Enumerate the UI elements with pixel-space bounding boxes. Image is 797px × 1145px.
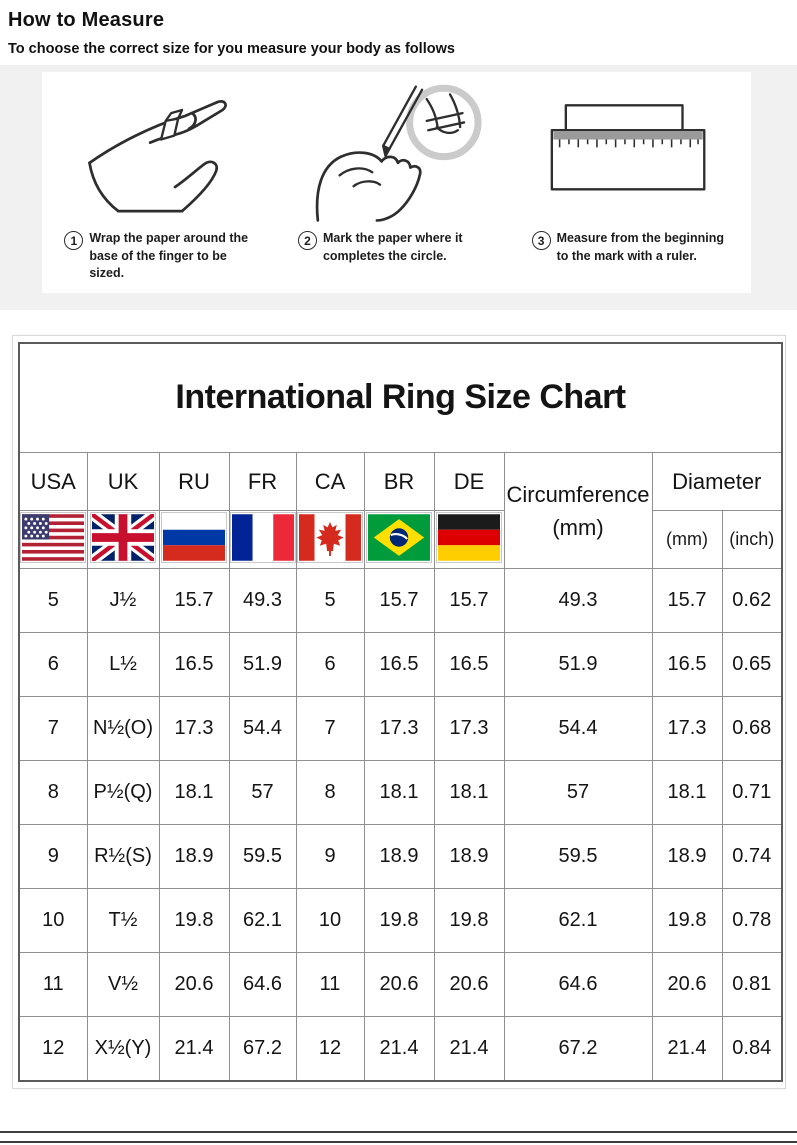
- cell-uk: P½(Q): [87, 761, 159, 825]
- russia-flag-icon: [161, 512, 227, 563]
- col-header-usa: USA: [19, 453, 87, 511]
- cell-ca: 12: [296, 1017, 364, 1081]
- cell-uk: T½: [87, 889, 159, 953]
- cell-diameter-mm: 16.5: [652, 633, 722, 697]
- page-title: How to Measure: [8, 9, 165, 31]
- table-title: International Ring Size Chart: [19, 343, 782, 453]
- cell-usa: 5: [19, 569, 87, 633]
- cell-fr: 51.9: [229, 633, 296, 697]
- cell-ru: 17.3: [159, 697, 229, 761]
- table-row-size-12: [19, 1017, 782, 1081]
- cell-uk: N½(O): [87, 697, 159, 761]
- page-header: [0, 0, 797, 65]
- cell-br: 16.5: [364, 633, 434, 697]
- step-wrap-paper: [46, 80, 280, 283]
- france-flag-icon: [230, 512, 296, 563]
- cell-ru: 21.4: [159, 1017, 229, 1081]
- divider-line: [0, 1141, 797, 1143]
- cell-de: 17.3: [434, 697, 504, 761]
- cell-usa: 8: [19, 761, 87, 825]
- table-row-size-5: [19, 569, 782, 633]
- cell-usa: 10: [19, 889, 87, 953]
- cell-diameter-mm: 18.9: [652, 825, 722, 889]
- cell-uk: L½: [87, 633, 159, 697]
- measure-steps-card: [42, 72, 751, 293]
- table-row-size-6: [19, 633, 782, 697]
- step-mark-paper: [280, 80, 514, 283]
- cell-fr: 49.3: [229, 569, 296, 633]
- flag-cell-usa: [19, 511, 87, 569]
- cell-fr: 57: [229, 761, 296, 825]
- cell-br: 20.6: [364, 953, 434, 1017]
- cell-ca: 9: [296, 825, 364, 889]
- cell-uk: X½(Y): [87, 1017, 159, 1081]
- cell-ru: 18.1: [159, 761, 229, 825]
- step-caption-text: Measure from the beginning to the mark with a ruler.: [556, 231, 724, 263]
- flag-cell-fr: [229, 511, 296, 569]
- cell-de: 18.9: [434, 825, 504, 889]
- ring-size-table: [18, 342, 783, 1082]
- cell-circumference: 64.6: [504, 953, 652, 1017]
- hand-mark-illustration-icon: [287, 80, 505, 222]
- canada-flag-icon: [297, 512, 363, 563]
- flag-cell-ca: [296, 511, 364, 569]
- usa-flag-icon: [20, 512, 86, 563]
- cell-uk: V½: [87, 953, 159, 1017]
- ring-size-chart-card: [12, 335, 786, 1089]
- cell-circumference: 57: [504, 761, 652, 825]
- cell-ru: 18.9: [159, 825, 229, 889]
- step-caption-text: Wrap the paper around the base of the finger to be sized.: [89, 231, 249, 280]
- table-row-size-11: [19, 953, 782, 1017]
- cell-usa: 12: [19, 1017, 87, 1081]
- table-row-size-8: [19, 761, 782, 825]
- cell-circumference: 51.9: [504, 633, 652, 697]
- cell-de: 15.7: [434, 569, 504, 633]
- cell-ca: 6: [296, 633, 364, 697]
- cell-br: 19.8: [364, 889, 434, 953]
- cell-ru: 16.5: [159, 633, 229, 697]
- cell-usa: 6: [19, 633, 87, 697]
- cell-diameter-inch: 0.62: [722, 569, 782, 633]
- step-caption: [60, 230, 265, 283]
- cell-ca: 5: [296, 569, 364, 633]
- cell-diameter-inch: 0.78: [722, 889, 782, 953]
- cell-diameter-mm: 17.3: [652, 697, 722, 761]
- cell-diameter-inch: 0.84: [722, 1017, 782, 1081]
- ruler-illustration-icon: [521, 80, 739, 222]
- cell-uk: R½(S): [87, 825, 159, 889]
- cell-circumference: 59.5: [504, 825, 652, 889]
- flag-cell-uk: [87, 511, 159, 569]
- cell-diameter-mm: 21.4: [652, 1017, 722, 1081]
- cell-ru: 20.6: [159, 953, 229, 1017]
- cell-de: 21.4: [434, 1017, 504, 1081]
- cell-fr: 67.2: [229, 1017, 296, 1081]
- cell-br: 15.7: [364, 569, 434, 633]
- cell-ru: 15.7: [159, 569, 229, 633]
- cell-diameter-inch: 0.68: [722, 697, 782, 761]
- col-header-diameter: Diameter: [652, 453, 782, 511]
- cell-usa: 7: [19, 697, 87, 761]
- col-header-ru: RU: [159, 453, 229, 511]
- cell-de: 20.6: [434, 953, 504, 1017]
- cell-br: 21.4: [364, 1017, 434, 1081]
- circumference-unit: (mm): [552, 514, 604, 540]
- col-header-de: DE: [434, 453, 504, 511]
- uk-flag-icon: [90, 512, 156, 563]
- cell-diameter-inch: 0.71: [722, 761, 782, 825]
- section-divider: [0, 1131, 797, 1143]
- cell-usa: 11: [19, 953, 87, 1017]
- cell-br: 18.1: [364, 761, 434, 825]
- step-caption: [528, 230, 733, 265]
- hand-wrap-illustration-icon: [54, 80, 272, 222]
- flag-cell-de: [434, 511, 504, 569]
- step-measure-ruler: [513, 80, 747, 283]
- col-header-fr: FR: [229, 453, 296, 511]
- cell-fr: 62.1: [229, 889, 296, 953]
- cell-diameter-inch: 0.65: [722, 633, 782, 697]
- step-number-badge: 1: [64, 231, 83, 250]
- table-row-size-10: [19, 889, 782, 953]
- cell-ca: 8: [296, 761, 364, 825]
- cell-diameter-inch: 0.81: [722, 953, 782, 1017]
- cell-ca: 10: [296, 889, 364, 953]
- circumference-label: Circumference: [506, 481, 650, 507]
- step-caption: [294, 230, 499, 265]
- table-row-size-7: [19, 697, 782, 761]
- cell-uk: J½: [87, 569, 159, 633]
- cell-br: 18.9: [364, 825, 434, 889]
- cell-diameter-mm: 19.8: [652, 889, 722, 953]
- col-header-circumference: [504, 453, 652, 569]
- col-header-diameter-mm: (mm): [652, 511, 722, 569]
- cell-fr: 54.4: [229, 697, 296, 761]
- step-number-badge: 2: [298, 231, 317, 250]
- cell-de: 19.8: [434, 889, 504, 953]
- brazil-flag-icon: [366, 512, 432, 563]
- table-row-size-9: [19, 825, 782, 889]
- cell-circumference: 62.1: [504, 889, 652, 953]
- cell-de: 16.5: [434, 633, 504, 697]
- col-header-diameter-inch: (inch): [722, 511, 782, 569]
- cell-circumference: 49.3: [504, 569, 652, 633]
- col-header-ca: CA: [296, 453, 364, 511]
- germany-flag-icon: [436, 512, 502, 563]
- step-number-badge: 3: [532, 231, 551, 250]
- measure-steps-section: [0, 65, 797, 310]
- cell-fr: 64.6: [229, 953, 296, 1017]
- flag-cell-ru: [159, 511, 229, 569]
- col-header-br: BR: [364, 453, 434, 511]
- cell-diameter-mm: 20.6: [652, 953, 722, 1017]
- cell-usa: 9: [19, 825, 87, 889]
- cell-diameter-inch: 0.74: [722, 825, 782, 889]
- page-subtitle: To choose the correct size for you measure your body as follows: [8, 41, 455, 57]
- cell-diameter-mm: 15.7: [652, 569, 722, 633]
- cell-ca: 7: [296, 697, 364, 761]
- cell-circumference: 54.4: [504, 697, 652, 761]
- cell-fr: 59.5: [229, 825, 296, 889]
- flag-cell-br: [364, 511, 434, 569]
- cell-ru: 19.8: [159, 889, 229, 953]
- col-header-uk: UK: [87, 453, 159, 511]
- cell-circumference: 67.2: [504, 1017, 652, 1081]
- cell-ca: 11: [296, 953, 364, 1017]
- cell-br: 17.3: [364, 697, 434, 761]
- cell-de: 18.1: [434, 761, 504, 825]
- cell-diameter-mm: 18.1: [652, 761, 722, 825]
- step-caption-text: Mark the paper where it completes the circle.: [322, 231, 463, 263]
